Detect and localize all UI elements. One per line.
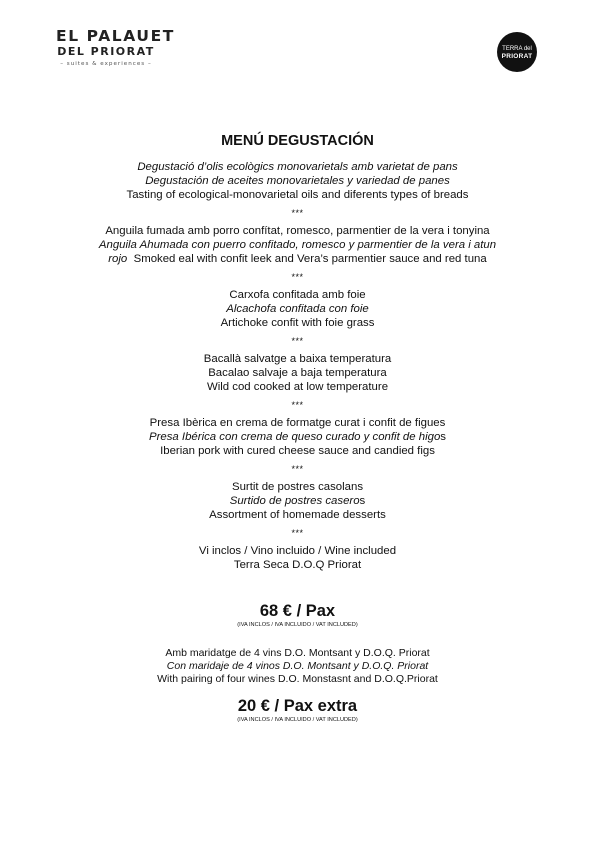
course-eel-es: Anguila Ahumada con puerro confitado, romesco y parmentier de la vera i atun	[98, 239, 497, 251]
course-desserts-en: Assortment of homemade desserts	[209, 509, 386, 521]
course-cod-en: Wild cod cooked at low temperature	[206, 381, 389, 393]
logo-tagline: – suites & experiences –	[60, 61, 152, 67]
course-artichoke	[0, 288, 595, 330]
course-pork	[0, 416, 595, 458]
wine-pairing-es: Con maridaje de 4 vinos D.O. Montsant y D.O.Q. Priorat	[166, 660, 429, 672]
course-desserts-es-tail: s	[359, 495, 366, 507]
course-eel-es-end: rojo	[108, 253, 128, 265]
course-desserts	[0, 480, 595, 522]
course-eel-mixed-line	[0, 252, 595, 266]
course-desserts-es-line	[0, 494, 595, 508]
course-pork-es-line	[0, 430, 595, 444]
course-separator: ***	[291, 400, 304, 410]
course-separator: ***	[291, 464, 304, 474]
course-oils	[0, 160, 595, 202]
course-oils-en: Tasting of ecological-monovarietal oils and diferents types of breads	[126, 189, 469, 201]
course-artichoke-ca: Carxofa confitada amb foie	[229, 289, 366, 301]
course-pork-es-tail: s	[440, 431, 446, 443]
course-separator: ***	[291, 208, 304, 218]
course-oils-es: Degustación de aceites monovarietales y variedad de panes	[145, 175, 450, 187]
wine-info	[0, 544, 595, 572]
logo-subname-line: DEL PRIORAT	[57, 45, 155, 58]
wine-pairing-en: With pairing of four wines D.O. Monstasnt and D.O.Q.Priorat	[157, 673, 438, 685]
course-desserts-es: Surtido de postres casero	[229, 495, 360, 507]
menu-content	[0, 133, 595, 724]
course-artichoke-es: Alcachofa confitada con foie	[226, 303, 369, 315]
course-separator: ***	[291, 336, 304, 346]
badge-top-text: TERRA del	[502, 46, 532, 52]
course-pork-ca: Presa Ibèrica en crema de formatge curat i confit de figues	[149, 417, 446, 429]
course-oils-ca: Degustació d’olis ecològics monovarietals amb varietat de pans	[137, 161, 458, 173]
course-eel	[0, 224, 595, 266]
menu-price: 68 € / Pax	[259, 602, 336, 620]
el-palauet-logo	[56, 27, 175, 69]
course-pork-es: Presa Ibérica con crema de queso curado y confit de higo	[149, 431, 441, 443]
course-eel-en: Smoked eal with confit leek and Vera’s parmentier sauce and red tuna	[133, 253, 487, 265]
wine-name: Terra Seca D.O.Q Priorat	[233, 559, 362, 571]
menu-price-vat-note: (IVA INCLOS / IVA INCLUIDO / VAT INCLUDED)	[237, 622, 358, 628]
badge-bottom-text: PRIORAT	[501, 53, 533, 60]
terra-del-priorat-badge	[497, 32, 537, 72]
course-separator: ***	[291, 528, 304, 538]
pairing-extra-price: 20 € / Pax extra	[237, 697, 358, 715]
course-cod-es: Bacalao salvaje a baja temperatura	[208, 367, 387, 379]
pairing-extra-vat-note: (IVA INCLOS / IVA INCLUIDO / VAT INCLUDED)	[237, 717, 358, 723]
course-cod-ca: Bacallà salvatge a baixa temperatura	[203, 353, 392, 365]
course-pork-en: Iberian pork with cured cheese sauce and candied figs	[160, 445, 435, 457]
course-cod	[0, 352, 595, 394]
course-eel-ca: Anguila fumada amb porro confítat, romesco, parmentier de la vera i tonyina	[105, 225, 490, 237]
course-artichoke-en: Artichoke confit with foie grass	[220, 317, 375, 329]
course-desserts-ca: Surtit de postres casolans	[231, 481, 364, 493]
wine-included: Vi inclos / Vino incluido / Wine included	[198, 545, 397, 557]
menu-title: MENÚ DEGUSTACIÓN	[221, 133, 374, 149]
course-separator: ***	[291, 272, 304, 282]
wine-pairing	[0, 647, 595, 686]
wine-pairing-ca: Amb maridatge de 4 vins D.O. Montsant y D.O.Q. Priorat	[165, 647, 430, 659]
logo-name-line: EL PALAUET	[56, 27, 175, 45]
